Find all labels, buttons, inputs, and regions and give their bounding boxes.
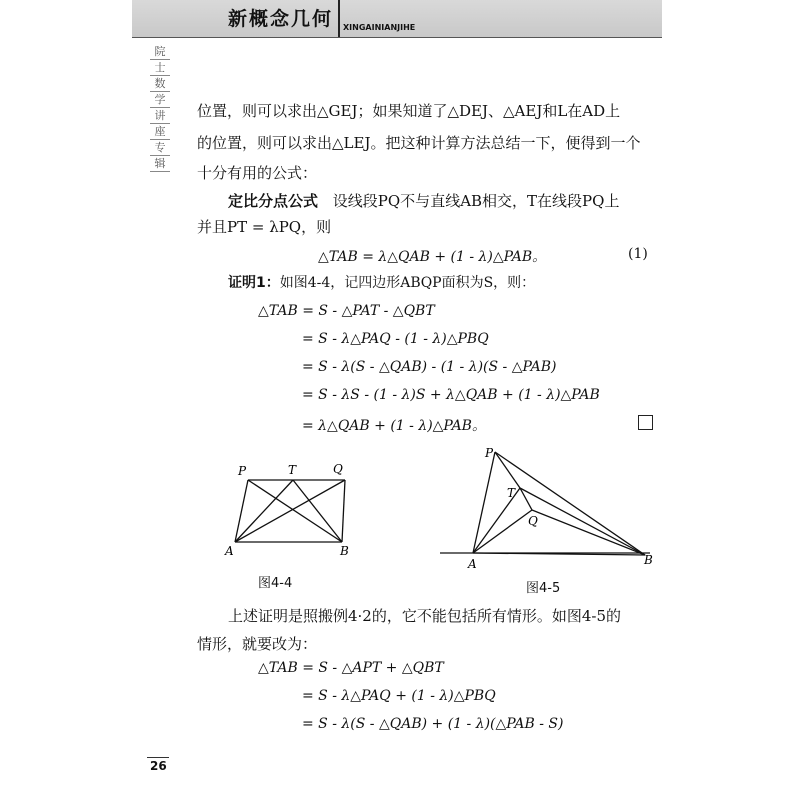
proof-line: = S - λ△PAQ - (1 - λ)△PBQ: [302, 331, 489, 347]
edge-AQ: [473, 510, 532, 553]
proof-label: 证明1：: [228, 275, 280, 291]
formula-equation: △TAB = λ△QAB + (1 - λ)△PAB。: [318, 249, 547, 265]
formula-text: 设线段PQ不与直线AB相交，T在线段PQ上: [332, 192, 620, 210]
page-number-rule: [147, 757, 169, 758]
series-label: [150, 44, 170, 172]
edge-PB: [495, 452, 645, 555]
paragraph-line: 的位置，则可以求出△LEJ。把这种计算方法总结一下，便得到一个: [197, 134, 641, 152]
figure-caption: 图4-5: [526, 581, 561, 596]
proof-line: = S - λ(S - △QAB) - (1 - λ)(S - △PAB): [302, 359, 557, 375]
label-B: B: [644, 553, 653, 567]
paragraph-line: 情形，就要改为：: [197, 635, 318, 653]
label-P: P: [238, 464, 247, 478]
series-char: 辑: [150, 156, 170, 172]
header-underline: [132, 37, 662, 38]
series-char: 数: [150, 76, 170, 92]
line-TB: [293, 480, 342, 542]
proof-heading: [228, 272, 535, 294]
proof-line: = S - λ(S - △QAB) + (1 - λ)(△PAB - S): [302, 716, 564, 732]
edge-PT: [495, 452, 520, 488]
formula-title: 定比分点公式: [228, 192, 319, 210]
label-T: T: [507, 486, 516, 500]
proof-line: △TAB = S - △PAT - △QBT: [258, 303, 435, 319]
qed-box: [638, 415, 653, 430]
series-char: 座: [150, 124, 170, 140]
header-divider: [338, 0, 340, 38]
edge-TB: [520, 488, 645, 555]
edge-PA: [235, 480, 248, 542]
paragraph-line: 并且PT = λPQ，则: [197, 218, 332, 236]
label-A: A: [468, 557, 477, 571]
proof-text: 如图4-4，记四边形ABQP面积为S，则：: [279, 275, 536, 291]
series-char: 讲: [150, 108, 170, 124]
series-char: 专: [150, 140, 170, 156]
book-subtitle: XINGAINIANJIHE: [343, 23, 416, 32]
book-title: 新概念几何: [228, 8, 334, 30]
edge-QB: [342, 480, 345, 542]
line-TA: [235, 480, 293, 542]
paragraph-line: 位置，则可以求出△GEJ；如果知道了△DEJ、△AEJ和L在AD上: [197, 102, 621, 120]
proof-line: = S - λ△PAQ + (1 - λ)△PBQ: [302, 688, 496, 704]
label-A: A: [225, 544, 234, 558]
label-Q: Q: [333, 462, 343, 476]
label-P: P: [485, 446, 494, 460]
label-B: B: [340, 544, 349, 558]
paragraph-line: 十分有用的公式：: [197, 164, 318, 182]
proof-line: = λ△QAB + (1 - λ)△PAB。: [302, 418, 486, 434]
figure-caption: 图4-4: [258, 576, 293, 591]
formula-statement: [228, 190, 619, 212]
label-Q: Q: [528, 514, 538, 528]
figure-4-4: [220, 460, 370, 560]
series-char: 学: [150, 92, 170, 108]
proof-line: △TAB = S - △APT + △QBT: [258, 660, 444, 676]
paragraph-line: 上述证明是照搬例4·2的，它不能包括所有情形。如图4-5的: [228, 607, 622, 625]
page-number: 26: [150, 759, 167, 773]
label-T: T: [288, 463, 297, 477]
series-char: 院: [150, 44, 170, 60]
header-band: [132, 0, 662, 38]
equation-number: (1): [628, 246, 648, 262]
series-char: 士: [150, 60, 170, 76]
figure-4-5: [440, 440, 660, 580]
proof-line: = S - λS - (1 - λ)S + λ△QAB + (1 - λ)△PAB: [302, 387, 600, 403]
